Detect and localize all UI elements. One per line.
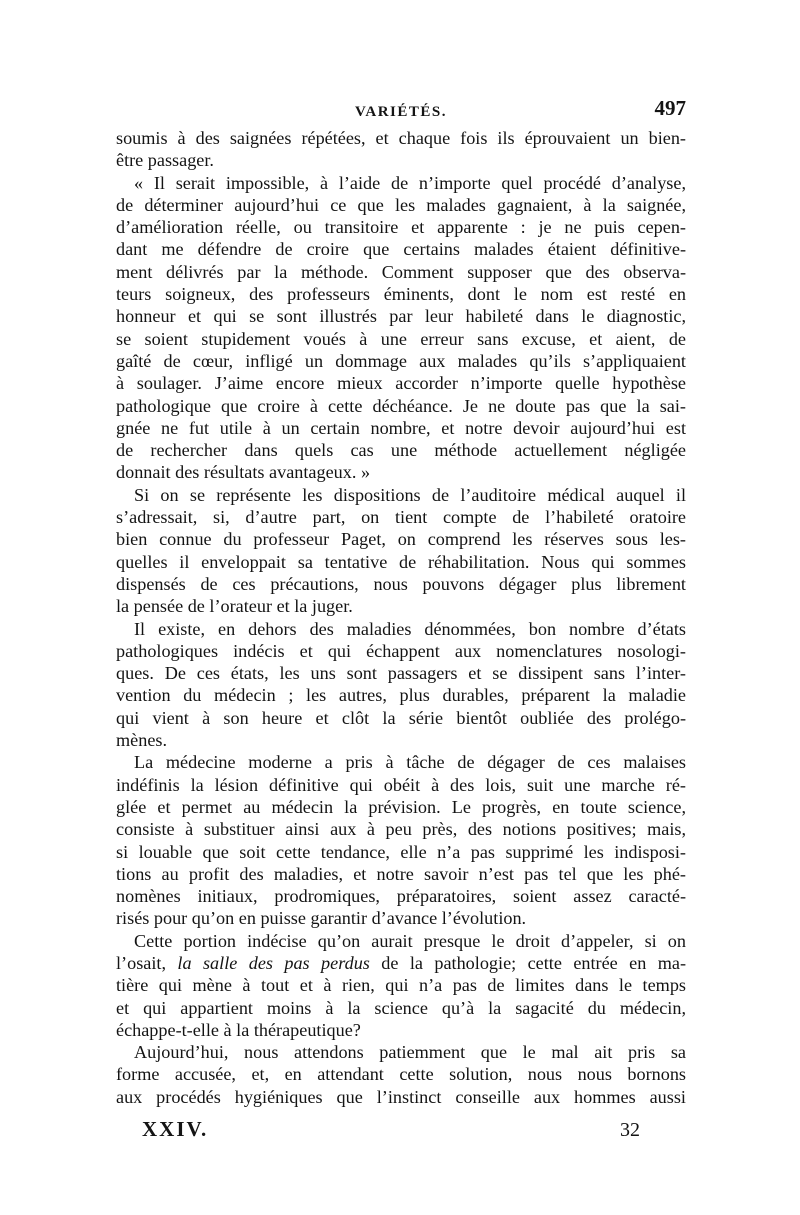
- text-line: la pensée de l’orateur et la juger.: [116, 596, 353, 617]
- text-line: gaîté de cœur, infligé un dommage aux malades qu’ils s’appliquaient: [116, 350, 686, 371]
- text-line: Cette portion indécise qu’on aurait presque le droit d’appeler, si on: [134, 930, 686, 951]
- text-line: si louable que soit cette tendance, elle n’a pas supprimé les indisposi-: [116, 841, 686, 862]
- text-line: se soient stupidement voués à une erreur sans excuse, et aient, de: [116, 328, 686, 349]
- text-line: Si on se représente les dispositions de l’auditoire médical auquel il: [134, 484, 686, 505]
- text-line: être passager.: [116, 150, 214, 171]
- text-line: pathologique que croire à cette déchéance. Je ne doute pas que la sai-: [116, 395, 686, 416]
- text-line: à soulager. J’aime encore mieux accorder n’importe quelle hypothèse: [116, 373, 686, 394]
- text-line: qui vient à son heure et clôt la série bientôt oubliée des prolégo-: [116, 707, 686, 728]
- text-line: soumis à des saignées répétées, et chaque fois ils éprouvaient un bien-: [116, 128, 686, 148]
- text-line: consiste à substituer ainsi aux à peu près, des notions positives; mais,: [116, 819, 686, 840]
- text-line: glée et permet au médecin la prévision. Le progrès, en toute science,: [116, 796, 686, 817]
- text-line: pathologiques indécis et qui échappent aux nomenclatures nosologi-: [116, 640, 686, 661]
- text-line: et qui appartient moins à la science qu’à la sagacité du médecin,: [116, 997, 686, 1018]
- text-line: « Il serait impossible, à l’aide de n’importe quel procédé d’analyse,: [134, 172, 686, 193]
- text-line: risés pour qu’on en puisse garantir d’avance l’évolution.: [116, 908, 527, 929]
- text-line: vention du médecin ; les autres, plus durables, préparent la maladie: [116, 685, 686, 706]
- text-line: ment délivrés par la méthode. Comment supposer que des observa-: [116, 261, 686, 282]
- text-line: Il existe, en dehors des maladies dénommées, bon nombre d’états: [134, 618, 686, 639]
- page-number: 497: [654, 96, 686, 120]
- signature-mark: XXIV.: [142, 1117, 209, 1141]
- text-line: La médecine moderne a pris à tâche de dégager de ces malaises: [134, 752, 686, 773]
- page-footer: [142, 1117, 640, 1147]
- text-segment: l’osait,: [116, 952, 178, 973]
- text-line: indéfinis la lésion définitive qui obéit à des lois, suit une marche ré-: [116, 774, 686, 795]
- text-line: tière qui mène à tout et à rien, qui n’a pas de limites dans le temps: [116, 975, 686, 996]
- text-line: [116, 952, 686, 974]
- text-line: de déterminer aujourd’hui ce que les malades gagnaient, à la saignée,: [116, 194, 686, 215]
- text-line: forme accusée, et, en attendant cette solution, nous nous bornons: [116, 1064, 686, 1085]
- text-line: Aujourd’hui, nous attendons patiemment que le mal ait pris sa: [134, 1042, 686, 1063]
- text-line: d’amélioration réelle, ou transitoire et apparente : je ne puis cepen-: [116, 217, 686, 238]
- text-line: échappe-t-elle à la thérapeutique?: [116, 1019, 361, 1040]
- text-line: ques. De ces états, les uns sont passagers et se dissipent sans l’inter-: [116, 663, 686, 684]
- running-title: VARIÉTÉS.: [354, 104, 447, 120]
- text-line: honneur et qui se sont illustrés par leur habileté dans le diagnostic,: [116, 306, 686, 327]
- text-line: bien connue du professeur Paget, on comprend les réserves sous les-: [116, 529, 686, 550]
- page-body-text: [116, 127, 686, 1108]
- text-line: gnée ne fut utile à un certain nombre, et notre devoir aujourd’hui est: [116, 417, 686, 438]
- page-header: [116, 96, 686, 124]
- text-line: dispensés de ces précautions, nous pouvons dégager plus librement: [116, 573, 686, 594]
- text-line: nomènes initiaux, prodromiques, préparatoires, soient assez caracté-: [116, 886, 686, 907]
- text-line: de rechercher dans quels cas une méthode actuellement négligée: [116, 440, 686, 461]
- text-line: teurs soigneux, des professeurs éminents, dont le nom est resté en: [116, 284, 686, 305]
- text-line: donnait des résultats avantageux. »: [116, 462, 371, 483]
- text-line: aux procédés hygiéniques que l’instinct conseille aux hommes aussi: [116, 1086, 686, 1107]
- text-segment: de la pathologie; cette entrée en ma-: [369, 952, 686, 973]
- sheet-number: 32: [620, 1119, 640, 1141]
- text-line: quelles il enveloppait sa tentative de réhabilitation. Nous qui sommes: [116, 551, 686, 572]
- text-line: mènes.: [116, 730, 168, 751]
- text-line: tions au profit des maladies, et notre savoir n’est pas tel que les phé-: [116, 863, 686, 884]
- text-line: dant me défendre de croire que certains malades étaient définitive-: [116, 239, 686, 260]
- italic-phrase: la salle des pas perdus: [177, 952, 370, 973]
- text-line: s’adressait, si, d’autre part, on tient compte de l’habileté oratoire: [116, 507, 686, 528]
